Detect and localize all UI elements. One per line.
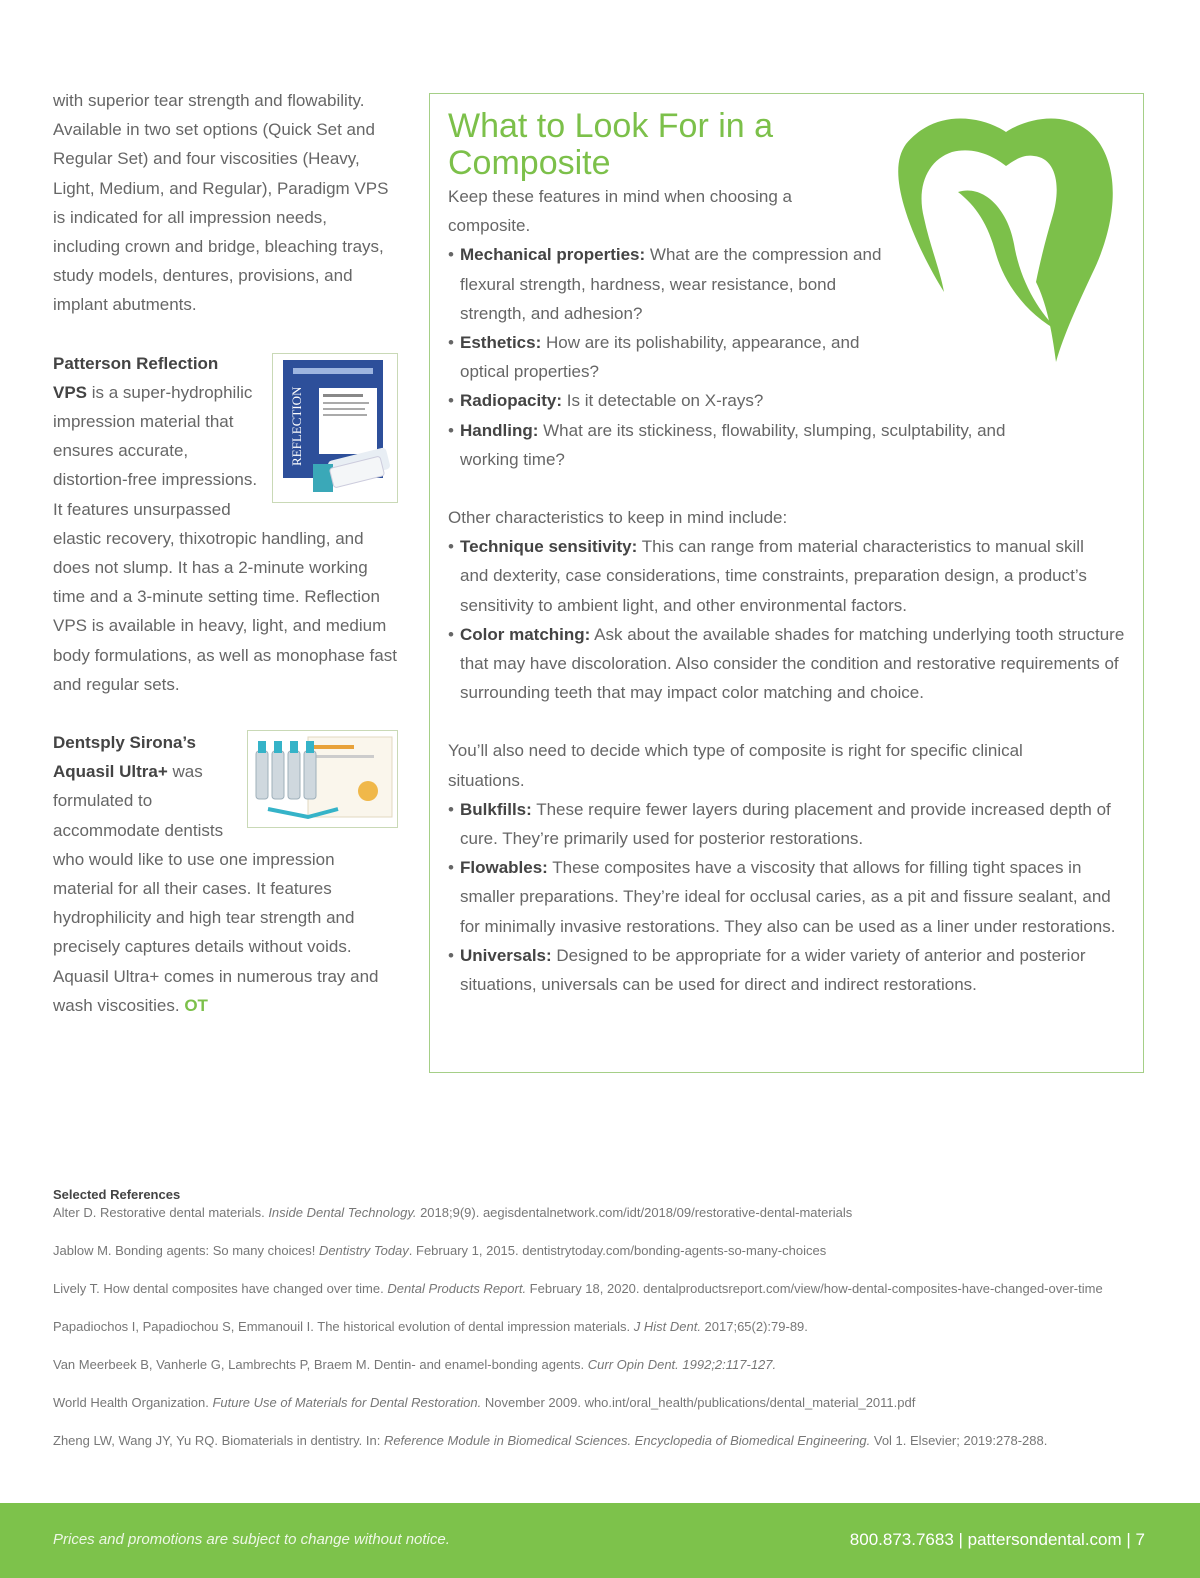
reference-item: Jablow M. Bonding agents: So many choices! Dentistry Today. February 1, 2015. dentistrytoday.com/bonding-agents-so-many-choices [53,1243,827,1258]
list-item: • Bulkfills: These require fewer layers during placement and provide increased depth of cure. They’re primarily used for posterior restorations. [448,795,1115,853]
aquasil-product-image [247,730,398,828]
price-disclaimer: Prices and promotions are subject to change without notice. [53,1531,450,1548]
reference-item: Lively T. How dental composites have changed over time. Dental Products Report. February 18, 2020. dentalproductsreport.com/view/how-dental-composites-have-changed-over-time [53,1281,1103,1296]
box-intro: Keep these features in mind when choosing a composite. [448,187,793,236]
reference-item: World Health Organization. Future Use of Materials for Dental Restoration. November 2009. who.int/oral_health/publications/dental_material_2011.pdf [53,1395,916,1410]
left-column [53,86,398,1020]
list-item: • Esthetics: How are its polishability, appearance, and optical properties? [448,328,900,386]
list-item: • Handling: What are its stickiness, flowability, slumping, sculptability, and working time? [448,416,1060,474]
box-content [448,108,1128,999]
aquasil-paragraph: Dentsply Sirona’s Aquasil Ultra+ was formulated to accommodate dentists who would like to use one impression material for all their cases. It features hydrophilicity and high tear strength and precisely captures details without voids. Aquasil Ultra+ comes in numerous tray and wash viscosities. OT [53,728,398,1020]
end-mark: OT [184,995,208,1015]
reference-item: Van Meerbeek B, Vanherle G, Lambrechts P, Braem M. Dentin- and enamel-bonding agents. Curr Opin Dent. 1992;2:117-127. [53,1357,777,1372]
other-intro: Other characteristics to keep in mind include: [448,508,788,528]
list-item: • Technique sensitivity: This can range from material characteristics to manual skill and dexterity, case considerations, time constraints, preparation design, a product’s sensitivity to ambient light, and other environmental factors. [448,532,1105,620]
footer-bar [0,1503,1200,1578]
features-list [448,240,1128,474]
other-list [448,532,1128,707]
types-list [448,795,1128,999]
paradigm-paragraph: with superior tear strength and flowability. Available in two set options (Quick Set and Regular Set) and four viscosities (Heavy, Light, Medium, and Regular), Paradigm VPS is indicated for all impression needs, including crown and bridge, bleaching trays, study models, dentures, provisions, and implant abutments. [53,91,389,315]
reference-item: Zheng LW, Wang JY, Yu RQ. Biomaterials in dentistry. In: Reference Module in Biomedical Sciences. Encyclopedia of Biomedical Engineering. Vol 1. Elsevier; 2019:278-288. [53,1433,1048,1448]
reflection-product-image [272,353,398,503]
list-item: • Radiopacity: Is it detectable on X-rays? [448,386,1128,415]
list-item: • Universals: Designed to be appropriate for a wider variety of anterior and posterior situations, universals can be used for direct and indirect restorations. [448,941,1110,999]
references [53,1186,1153,1469]
references-heading: Selected References [53,1187,181,1202]
types-intro: You’ll also need to decide which type of composite is right for specific clinical situations. [448,741,1023,790]
reflection-paragraph: REFLECTION Patterson Reflection VPS is a super-hydrophilic impression material that ensures accurate, distortion-free impressions. It features unsurpassed elastic recovery, thixotropic handling, and does not slump. It has a 2-minute working time and a 3-minute setting time. Reflection VPS is available in heavy, light, and medium body formulations, as well as monophase fast and regular sets. [53,353,397,694]
contact-info: 800.873.7683 | pattersondental.com | 7 [849,1530,1145,1549]
list-item: • Flowables: These composites have a viscosity that allows for filling tight spaces in smaller preparations. They’re ideal for occlusal caries, as a pit and fissure sealant, and for minimally invasive restorations. They also can be used as a liner under restorations. [448,853,1125,941]
list-item: • Mechanical properties: What are the compression and flexural strength, hardness, wear resistance, bond strength, and adhesion? [448,240,890,328]
reference-item: Alter D. Restorative dental materials. Inside Dental Technology. 2018;9(9). aegisdentalnetwork.com/idt/2018/09/restorative-dental-materials [53,1205,853,1220]
reference-item: Papadiochos I, Papadiochou S, Emmanouil I. The historical evolution of dental impression materials. J Hist Dent. 2017;65(2):79-89. [53,1319,808,1334]
reflection-box-label: REFLECTION [289,386,304,466]
box-title: What to Look For in a Composite [448,107,774,182]
list-item: • Color matching: Ask about the available shades for matching underlying tooth structure that may have discoloration. Also consider the condition and restorative requirements of surrounding teeth that may impact color matching and choice. [448,620,1128,708]
composite-box [429,93,1144,1073]
